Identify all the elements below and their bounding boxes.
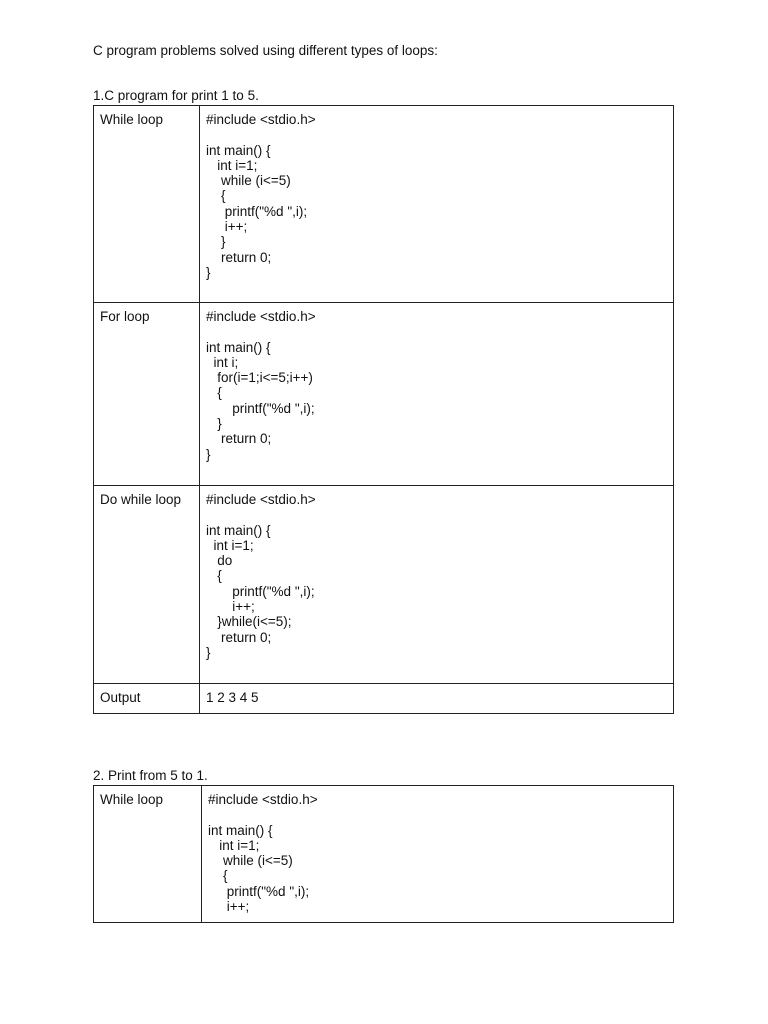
row-label: While loop — [94, 106, 200, 303]
section-2-table — [93, 785, 674, 923]
code-line: int main() { — [206, 142, 271, 158]
code-cell — [200, 106, 674, 303]
row-label: Do while loop — [94, 486, 200, 684]
code-cell — [202, 786, 674, 923]
document-title: C program problems solved using different types of loops: — [93, 43, 438, 58]
code-line: int i=1; — [208, 837, 260, 853]
code-line: i++; — [208, 899, 250, 915]
code-line: #include <stdio.h> — [206, 309, 316, 324]
code-cell — [200, 486, 674, 684]
code-line: { — [208, 868, 228, 884]
code-line: } — [206, 446, 211, 462]
table-row — [94, 684, 674, 714]
row-label: For loop — [94, 303, 200, 486]
code-line: }while(i<=5); — [206, 614, 292, 630]
section-1-table — [93, 105, 674, 714]
table-row — [94, 786, 674, 923]
row-label: While loop — [94, 786, 202, 923]
output-cell — [200, 684, 674, 714]
code-line: { — [206, 568, 222, 584]
code-line: while (i<=5) — [206, 173, 291, 189]
code-line — [206, 324, 667, 339]
section-1-heading: 1.C program for print 1 to 5. — [93, 88, 259, 103]
code-line: } — [206, 234, 226, 250]
table-row — [94, 486, 674, 684]
code-line: { — [206, 385, 222, 401]
code-line: #include <stdio.h> — [206, 492, 316, 507]
code-line: printf("%d ",i); — [206, 400, 315, 416]
code-line: printf("%d ",i); — [206, 583, 315, 599]
table-row — [94, 106, 674, 303]
code-line: int i=1; — [206, 537, 254, 553]
code-line: } — [206, 264, 211, 280]
code-line: { — [206, 188, 226, 204]
code-line: } — [206, 644, 211, 660]
code-line: return 0; — [206, 431, 272, 447]
code-line: printf("%d ",i); — [208, 883, 310, 899]
code-line — [206, 507, 667, 522]
row-label: Output — [94, 684, 200, 714]
code-line: int i=1; — [206, 157, 258, 173]
code-line: for(i=1;i<=5;i++) — [206, 370, 313, 386]
code-line: } — [206, 416, 222, 432]
code-line: int main() { — [206, 339, 271, 355]
code-line: #include <stdio.h> — [208, 792, 318, 807]
code-line: int main() { — [208, 822, 273, 838]
code-line: printf("%d ",i); — [206, 203, 308, 219]
table-row — [94, 303, 674, 486]
code-line: while (i<=5) — [208, 853, 293, 869]
code-line: int i; — [206, 354, 239, 370]
code-line: do — [206, 553, 233, 569]
code-line: i++; — [206, 599, 255, 615]
code-line — [206, 127, 667, 142]
section-2-heading: 2. Print from 5 to 1. — [93, 768, 208, 783]
code-line: i++; — [206, 219, 248, 235]
code-line: return 0; — [206, 629, 272, 645]
output-value: 1 2 3 4 5 — [206, 690, 259, 705]
code-line — [208, 807, 667, 822]
code-cell — [200, 303, 674, 486]
code-line: int main() { — [206, 522, 271, 538]
code-line: return 0; — [206, 249, 272, 265]
code-line: #include <stdio.h> — [206, 112, 316, 127]
